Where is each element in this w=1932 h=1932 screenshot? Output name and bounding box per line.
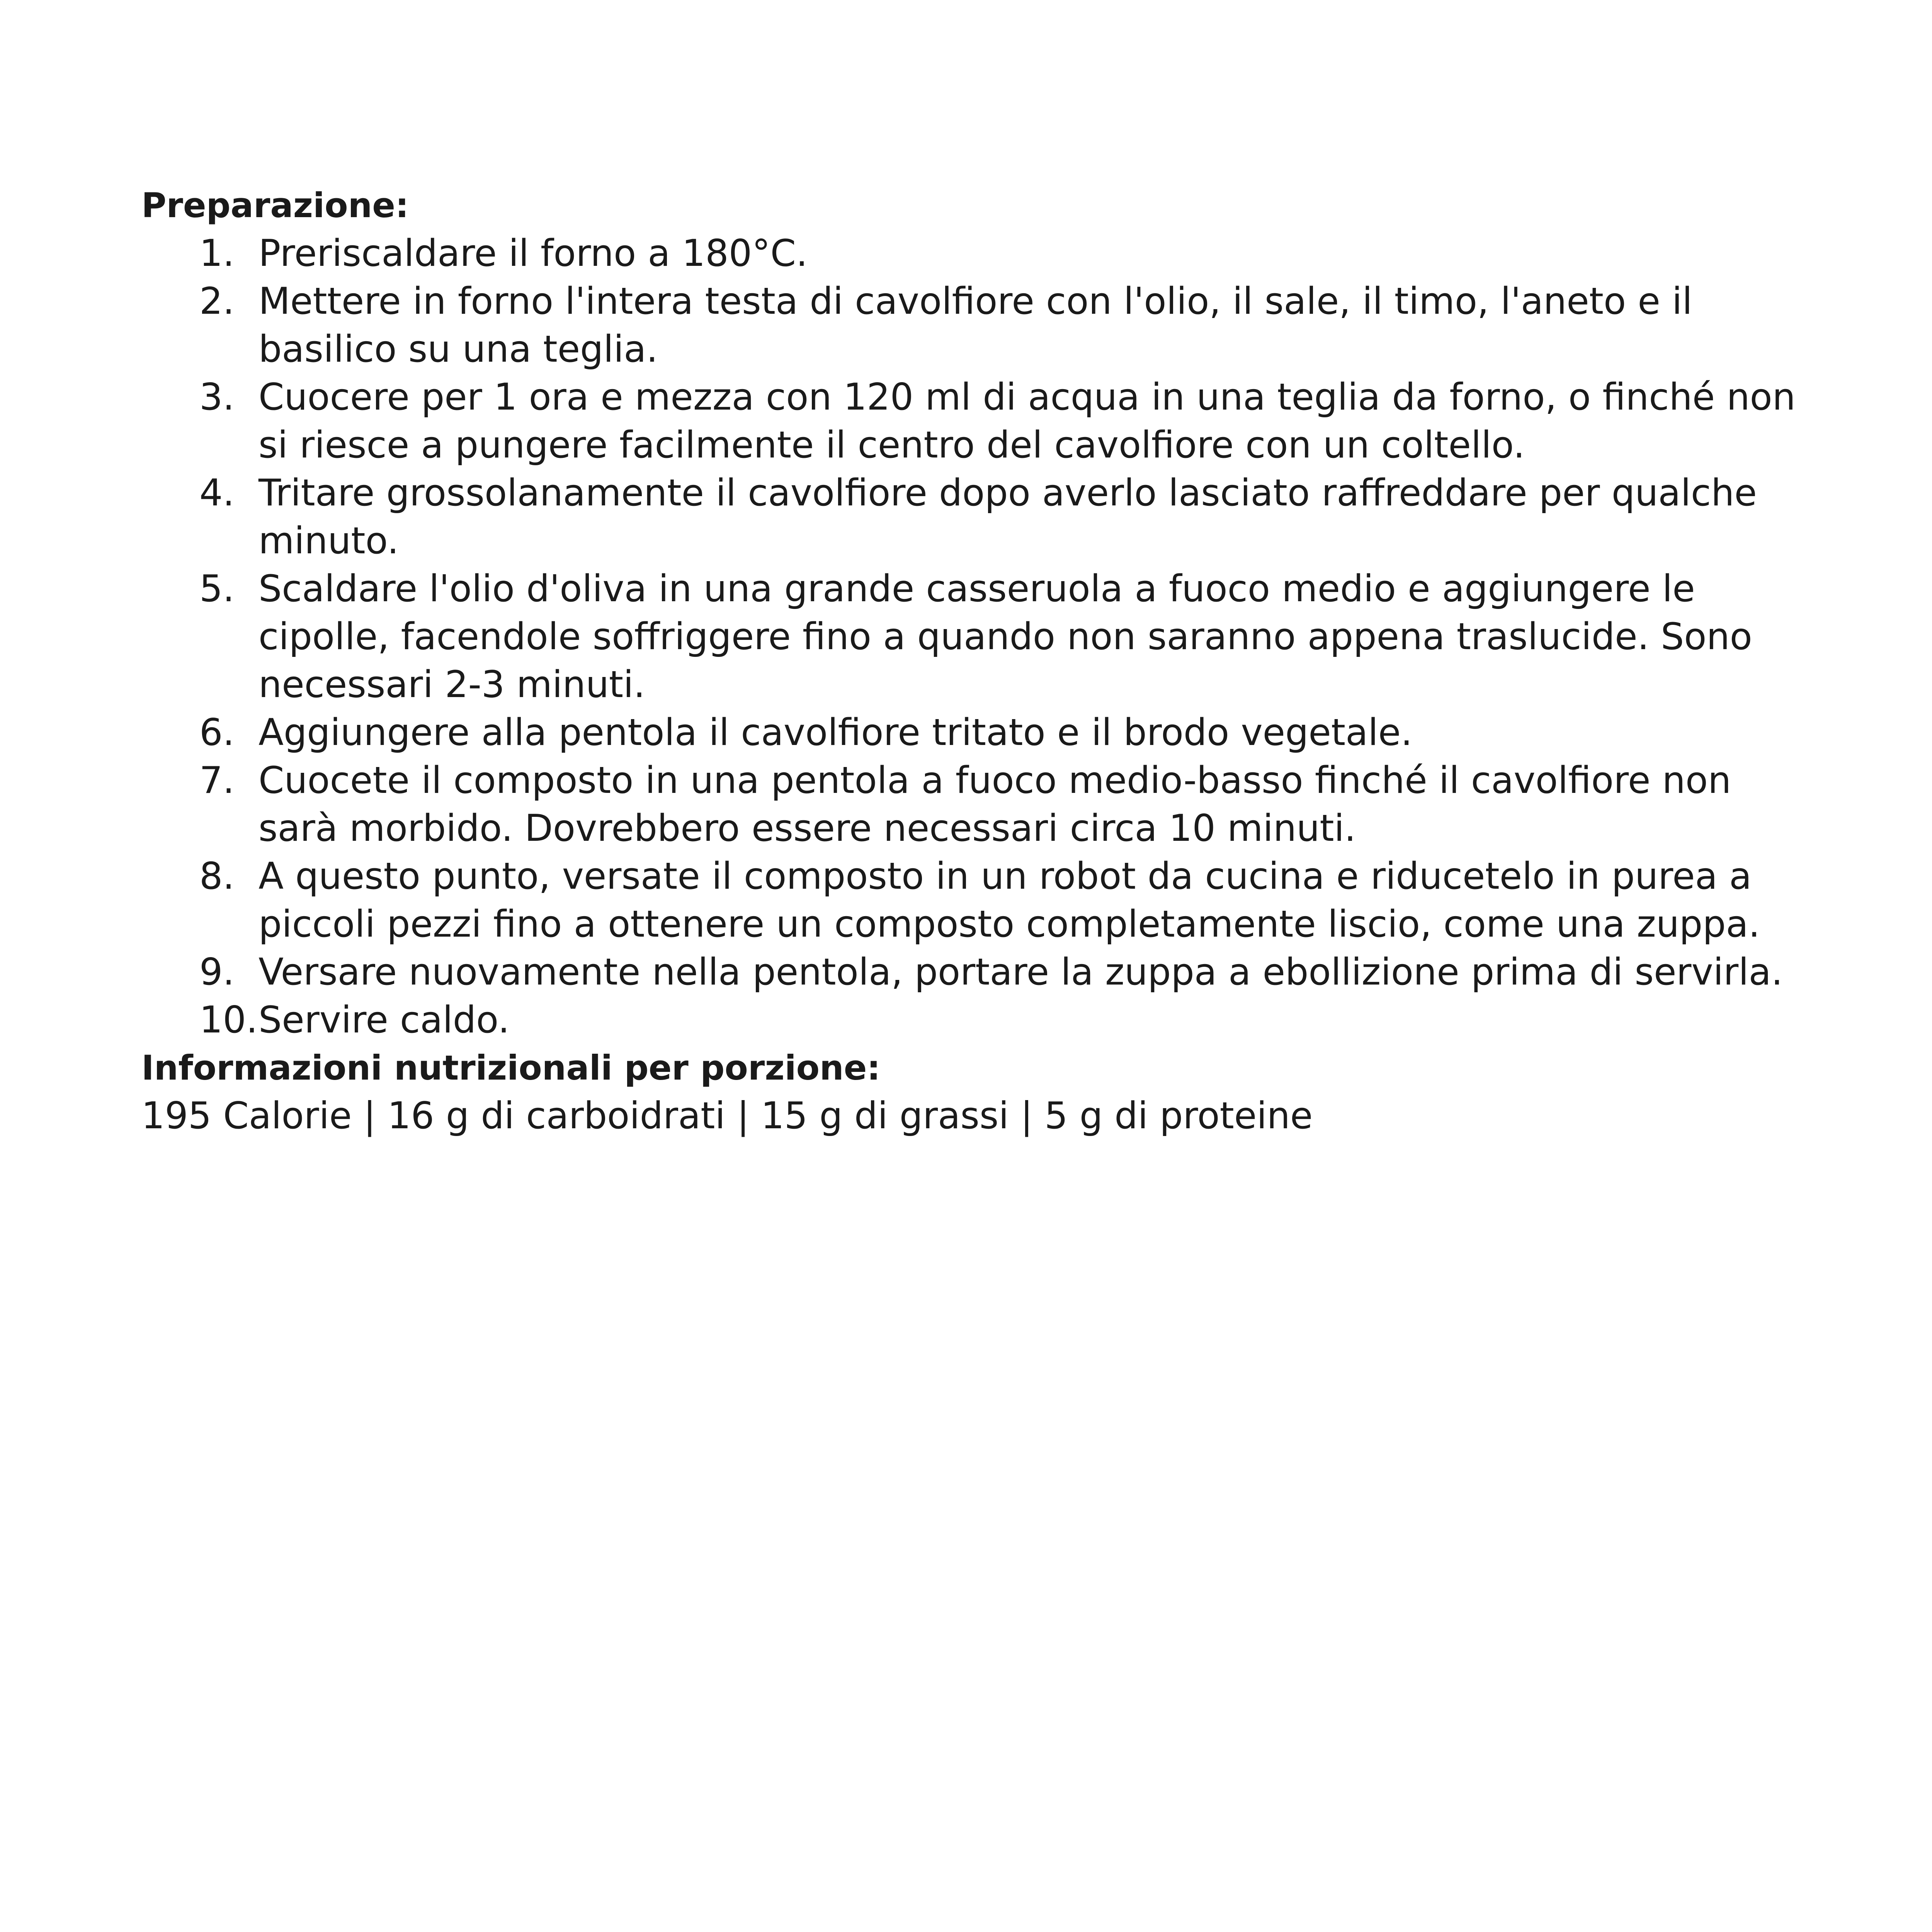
step-number: 4.	[199, 472, 235, 514]
step-text: Cuocete il composto in una pentola a fuoco medio-basso finché il cavolfiore non sarà morbido. Dovrebbero essere necessari circa 10 minuti.	[259, 759, 1731, 850]
list-item	[141, 948, 1803, 996]
list-item	[141, 277, 1803, 373]
step-text: Tritare grossolanamente il cavolfiore dopo averlo lasciato raffreddare per qualche minuto.	[259, 472, 1757, 562]
preparation-steps-list	[141, 230, 1803, 1044]
step-number: 1.	[199, 232, 235, 275]
step-text: Servire caldo.	[259, 999, 510, 1041]
step-text: A questo punto, versate il composto in un robot da cucina e riducetelo in purea a piccoli pezzi fino a ottenere un composto completamente liscio, come una zuppa.	[259, 855, 1760, 946]
nutrition-facts: 195 Calorie | 16 g di carboidrati | 15 g di grassi | 5 g di proteine	[141, 1095, 1313, 1137]
step-number: 10.	[199, 999, 258, 1041]
step-number: 3.	[199, 376, 235, 418]
step-text: Scaldare l'olio d'oliva in una grande casseruola a fuoco medio e aggiungere le cipolle, facendole soffriggere fino a quando non saranno appena traslucide. Sono necessari 2-3 minuti.	[259, 568, 1752, 706]
step-number: 6.	[199, 711, 235, 754]
step-number: 9.	[199, 951, 235, 993]
step-text: Versare nuovamente nella pentola, portare la zuppa a ebollizione prima di servirla.	[259, 951, 1783, 993]
list-item	[141, 709, 1803, 757]
list-item	[141, 757, 1803, 852]
list-item	[141, 469, 1803, 565]
list-item	[141, 230, 1803, 277]
preparation-heading: Preparazione:	[141, 185, 409, 225]
step-number: 7.	[199, 759, 235, 802]
recipe-content	[141, 182, 1803, 1140]
step-text: Preriscaldare il forno a 180°C.	[259, 232, 808, 275]
list-item	[141, 996, 1803, 1044]
step-text: Cuocere per 1 ora e mezza con 120 ml di acqua in una teglia da forno, o finché non si riesce a pungere facilmente il centro del cavolfiore con un coltello.	[259, 376, 1796, 466]
step-number: 8.	[199, 855, 235, 898]
list-item	[141, 565, 1803, 709]
nutrition-heading: Informazioni nutrizionali per porzione:	[141, 1048, 881, 1088]
step-text: Aggiungere alla pentola il cavolfiore tritato e il brodo vegetale.	[259, 711, 1413, 754]
list-item	[141, 373, 1803, 469]
step-number: 2.	[199, 280, 235, 323]
step-text: Mettere in forno l'intera testa di cavolfiore con l'olio, il sale, il timo, l'aneto e il basilico su una teglia.	[259, 280, 1692, 371]
step-number: 5.	[199, 568, 235, 610]
list-item	[141, 852, 1803, 948]
